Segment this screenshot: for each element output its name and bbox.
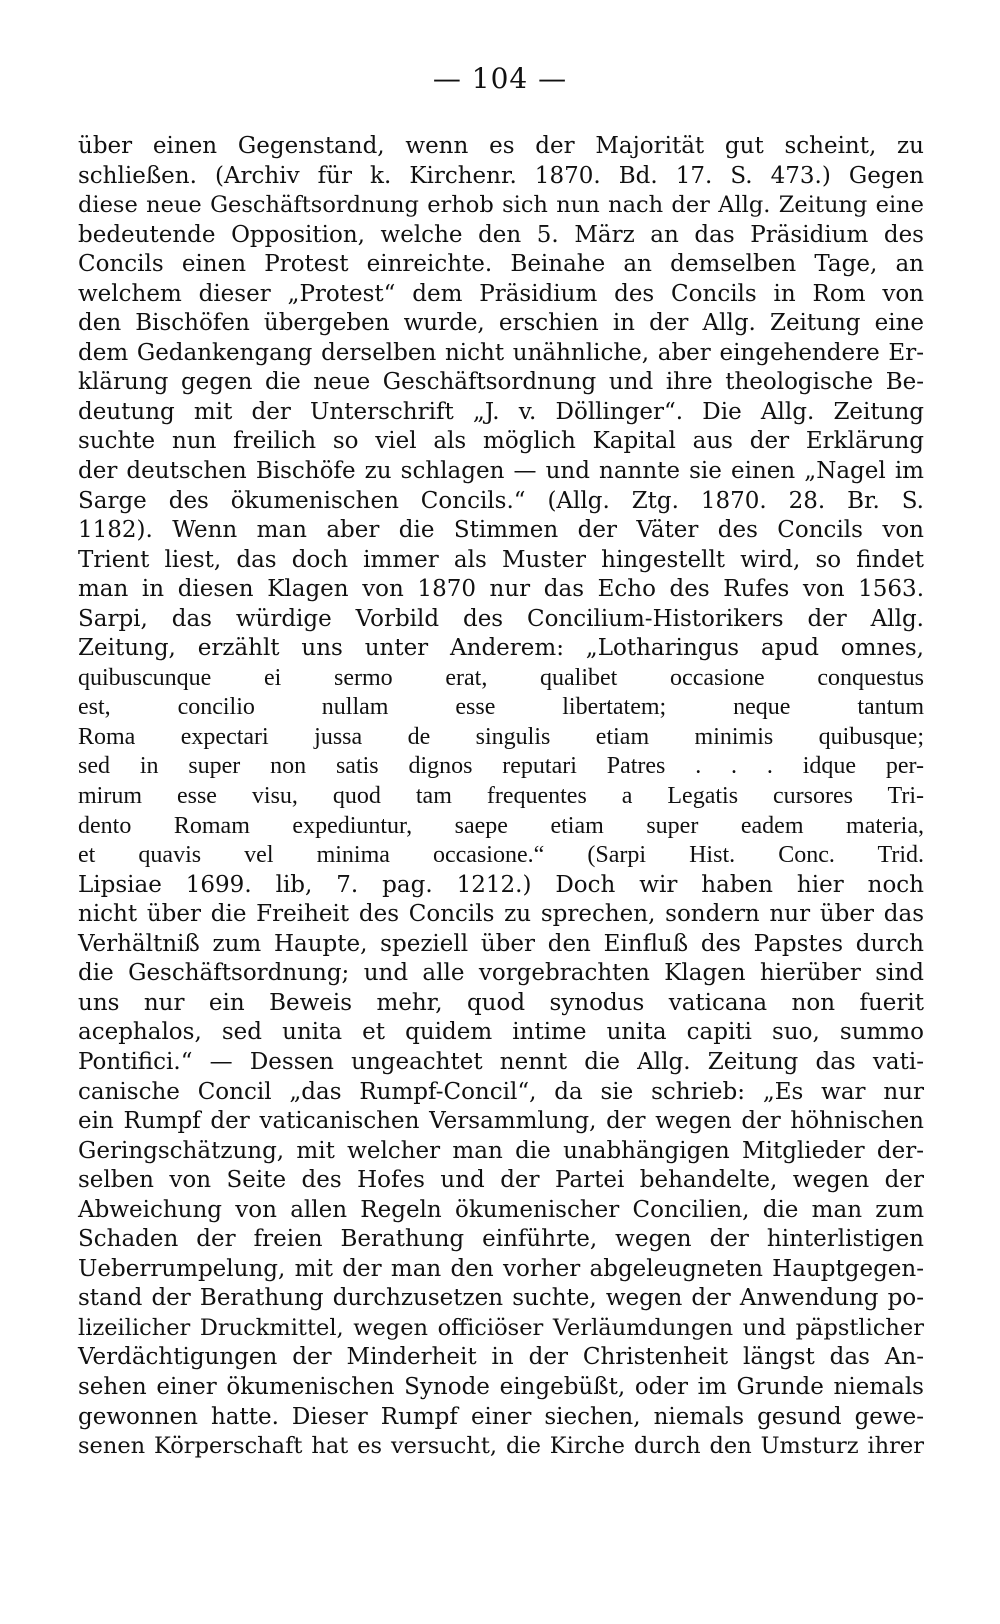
text-line: die Geschäftsordnung; und alle vorgebrachten Klagen hierüber sind — [78, 960, 924, 987]
text-line: nicht über die Freiheit des Concils zu sprechen, sondern nur über das — [78, 901, 924, 928]
text-line: lizeilicher Druckmittel, wegen officiöser Verläumdungen und päpstlicher — [78, 1314, 924, 1341]
text-line: selben von Seite des Hofes und der Partei behandelte, wegen der — [78, 1167, 924, 1194]
text-line: sehen einer ökumenischen Synode eingebüßt, oder im Grunde niemals — [78, 1373, 924, 1400]
text-line: diese neue Geschäftsordnung erhob sich nun nach der Allg. Zeitung eine — [78, 192, 924, 219]
text-line: Geringschätzung, mit welcher man die unabhängigen Mitglieder der- — [78, 1137, 924, 1164]
text-line: Zeitung, erzählt uns unter Anderem: „Lotharingus apud omnes, — [78, 635, 924, 662]
text-line: klärung gegen die neue Geschäftsordnung und ihre theologische Be- — [78, 369, 924, 396]
text-line: den Bischöfen übergeben wurde, erschien in der Allg. Zeitung eine — [78, 310, 924, 337]
text-line: senen Körperschaft hat es versucht, die Kirche durch den Umsturz ihrer — [78, 1433, 924, 1460]
text-line: dem Gedankengang derselben nicht unähnliche, aber eingehendere Er- — [78, 339, 924, 366]
text-line: Ueberrumpelung, mit der man den vorher abgeleugneten Hauptgegen- — [78, 1255, 924, 1282]
text-line: Pontifici.“ — Dessen ungeachtet nennt die Allg. Zeitung das vati- — [78, 1048, 924, 1075]
text-line: Trient liest, das doch immer als Muster hingestellt wird, so findet — [78, 546, 924, 573]
text-line: man in diesen Klagen von 1870 nur das Echo des Rufes von 1563. — [78, 576, 924, 603]
text-line: Abweichung von allen Regeln ökumenischer Concilien, die man zum — [78, 1196, 924, 1223]
text-line-latin: quibuscunque ei sermo erat, qualibet occasione conquestus — [78, 664, 924, 691]
text-line: ein Rumpf der vaticanischen Versammlung, der wegen der höhnischen — [78, 1108, 924, 1135]
text-line-latin: Roma expectari jussa de singulis etiam minimis quibusque; — [78, 723, 924, 750]
text-line: deutung mit der Unterschrift „J. v. Döllinger“. Die Allg. Zeitung — [78, 398, 924, 425]
text-line: uns nur ein Beweis mehr, quod synodus vaticana non fuerit — [78, 989, 924, 1016]
text-line: der deutschen Bischöfe zu schlagen — und nannte sie einen „Nagel im — [78, 458, 924, 485]
text-line-latin: dento Romam expediuntur, saepe etiam super eadem materia, — [78, 812, 924, 839]
text-line: welchem dieser „Protest“ dem Präsidium des Concils in Rom von — [78, 280, 924, 307]
text-line-latin: est, concilio nullam esse libertatem; neque tantum — [78, 694, 924, 721]
text-line-latin: et quavis vel minima occasione.“ (Sarpi Hist. Conc. Trid. — [78, 842, 924, 869]
text-line: über einen Gegenstand, wenn es der Majorität gut scheint, zu — [78, 133, 924, 159]
text-line: 1182). Wenn man aber die Stimmen der Väter des Concils von — [78, 517, 924, 544]
text-line: acephalos, sed unita et quidem intime unita capiti suo, summo — [78, 1019, 924, 1046]
text-line-latin: sed in super non satis dignos reputari Patres . . . idque per- — [78, 753, 924, 780]
text-line: schließen. (Archiv für k. Kirchenr. 1870. Bd. 17. S. 473.) Gegen — [78, 162, 924, 189]
text-line: Concils einen Protest einreichte. Beinahe an demselben Tage, an — [78, 251, 924, 278]
text-line: stand der Berathung durchzusetzen suchte, wegen der Anwendung po- — [78, 1285, 924, 1312]
body-text — [78, 132, 924, 1462]
text-line: Schaden der freien Berathung einführte, wegen der hinterlistigen — [78, 1226, 924, 1253]
text-line: bedeutende Opposition, welche den 5. März an das Präsidium des — [78, 221, 924, 248]
text-line: gewonnen hatte. Dieser Rumpf einer siechen, niemals gesund gewe- — [78, 1403, 924, 1430]
text-line: Sarpi, das würdige Vorbild des Concilium-Historikers der Allg. — [78, 605, 924, 632]
text-line: Sarge des ökumenischen Concils.“ (Allg. Ztg. 1870. 28. Br. S. — [78, 487, 924, 514]
text-line: Verhältniß zum Haupte, speziell über den Einfluß des Papstes durch — [78, 930, 924, 957]
text-line-latin: mirum esse visu, quod tam frequentes a Legatis cursores Tri- — [78, 783, 924, 810]
text-line: Lipsiae 1699. lib, 7. pag. 1212.) Doch wir haben hier noch — [78, 871, 924, 898]
text-line: Verdächtigungen der Minderheit in der Christenheit längst das An- — [78, 1344, 924, 1371]
text-line: suchte nun freilich so viel als möglich Kapital aus der Erklärung — [78, 428, 924, 455]
text-line: canische Concil „das Rumpf-Concil“, da sie schrieb: „Es war nur — [78, 1078, 924, 1105]
page-number: — 104 — — [432, 62, 568, 95]
